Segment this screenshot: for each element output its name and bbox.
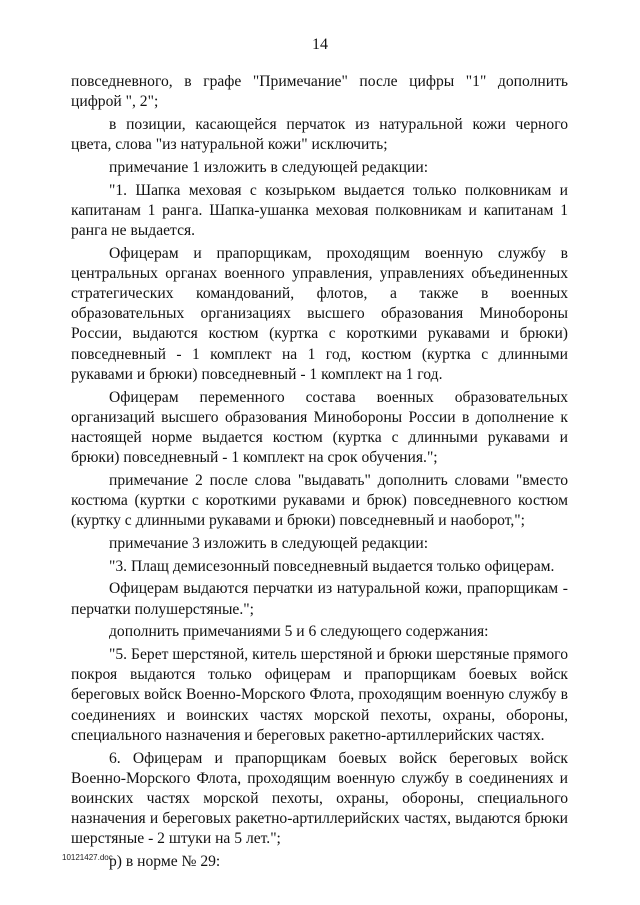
paragraph: "3. Плащ демисезонный повседневный выдается только офицерам. [109, 557, 555, 575]
paragraph: 6. Офицерам и прапорщикам боевых войск береговых войск Военно-Морского Флота, проходящим военную службу в соединениях и воинских частях морской пехоты, охраны, обороны, специального назначения и береговых ракетно-артиллерийских частях, выдаются брюки шерстяные - 2 штуки на 5 лет."; [71, 749, 568, 848]
paragraph: примечание 3 изложить в следующей редакции: [109, 534, 429, 552]
paragraph: дополнить примечаниями 5 и 6 следующего содержания: [109, 623, 489, 641]
paragraph: Офицерам переменного состава военных образовательных организаций высшего образования Минобороны России в дополнение к настоящей норме выдается костюм (куртка с длинными рукавами и брюки) повседневный - 1 комплект на срок обучения."; [71, 388, 568, 467]
document-body [71, 72, 568, 875]
paragraph: "1. Шапка меховая с козырьком выдается только полковникам и капитанам 1 ранга. Шапка-ушанка меховая полковникам и капитанам 1 ранга не выдается. [71, 181, 568, 239]
paragraph: р) в норме № 29: [109, 853, 221, 871]
paragraph: "5. Берет шерстяной, китель шерстяной и брюки шерстяные прямого покроя выдаются только офицерам и прапорщикам боевых войск береговых войск Военно-Морского Флота, проходящим военную службу в соединениях и воинских частях морской пехоты, охраны, обороны, специального назначения и береговых ракетно-артиллерийских частях. [71, 645, 568, 744]
paragraph: Офицерам выдаются перчатки из натуральной кожи, прапорщикам - перчатки полушерстяные."; [71, 580, 568, 618]
paragraph: примечание 2 после слова "выдавать" дополнить словами "вместо костюма (куртки с короткими рукавами и брюк) повседневного костюм (куртку с длинными рукавами и брюки) повседневный и наоборот,"; [71, 471, 568, 530]
paragraph: примечание 1 изложить в следующей редакции: [109, 158, 429, 176]
document-file-code: 10121427.doc [62, 853, 113, 862]
page-number: 14 [312, 36, 328, 53]
paragraph: Офицерам и прапорщикам, проходящим военную службу в центральных органах военного управления, управлениях объединенных стратегических командований, флотов, а также в военных образовательных организациях высшего образования Минобороны России, выдаются костюм (куртка с короткими рукавами и брюки) повседневный - 1 комплект на 1 год, костюм (куртка с длинными рукавами и брюки) повседневный - 1 комплект на 1 год. [71, 244, 568, 383]
paragraph-continuation: повседневного, в графе "Примечание" после цифры "1" дополнить цифрой ", 2"; [71, 73, 568, 111]
paragraph: в позиции, касающейся перчаток из натуральной кожи черного цвета, слова "из натуральной кожи" исключить; [71, 115, 568, 154]
